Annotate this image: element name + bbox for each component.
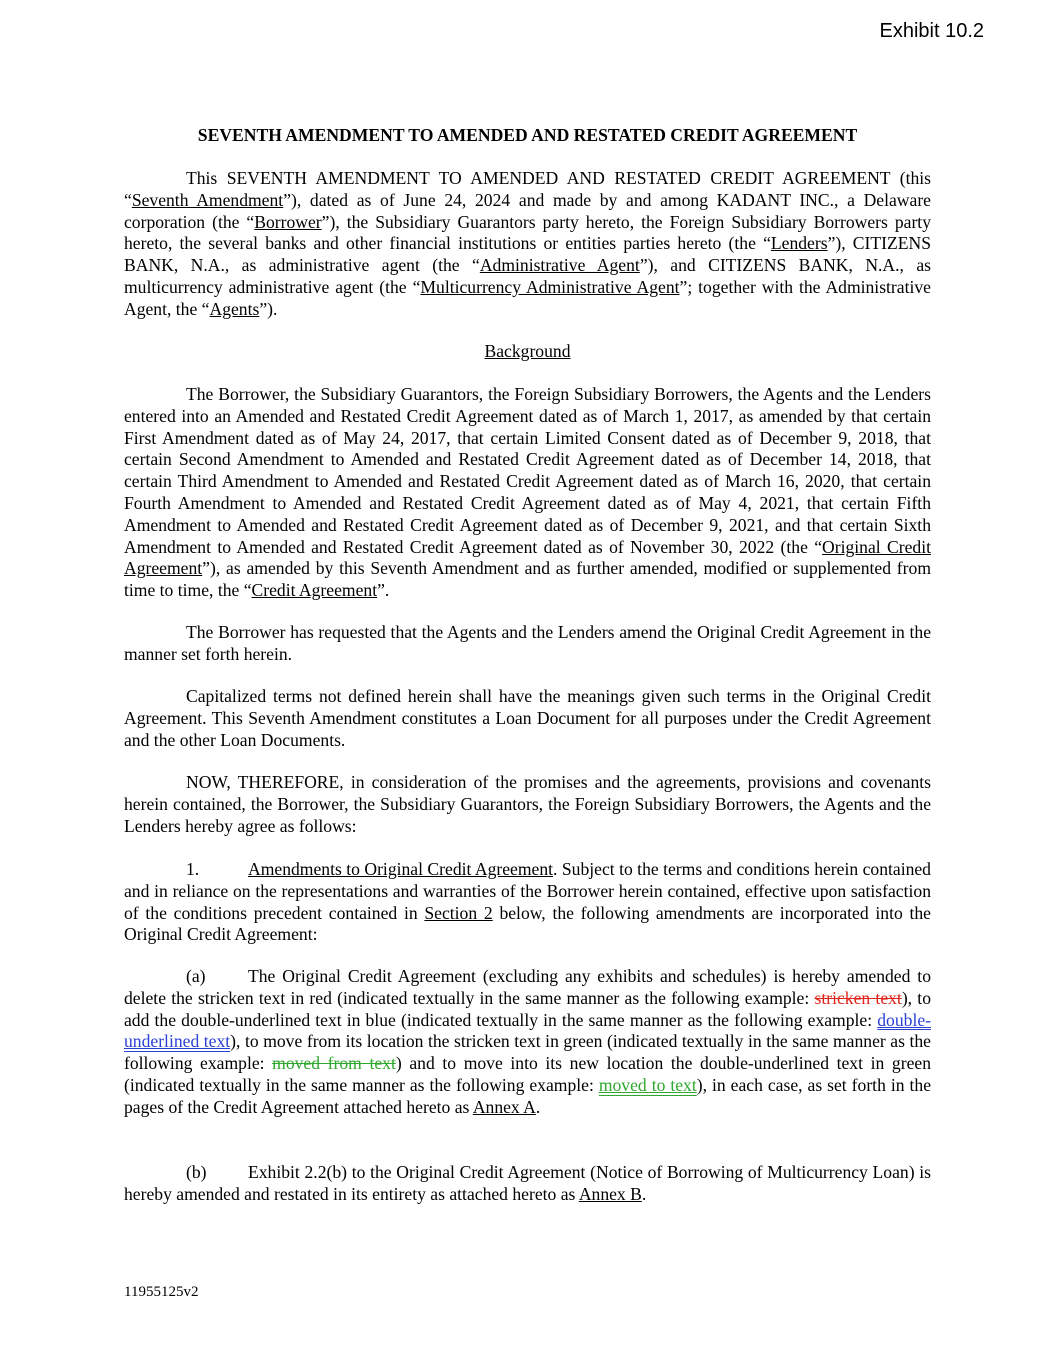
now-therefore-paragraph: NOW, THEREFORE, in consideration of the promises and the agreements, provisions and covenants herein contained, the Borrower, the Subsidiary Guarantors, the Foreign Subsidiary Borrowers, the Agents and the Lenders hereby agree as follows: <box>124 772 931 836</box>
annex-b-reference: Annex B <box>578 1183 642 1204</box>
item-a-text-2: ), to add the double-underlined text in blue (indicated textually in the same manner as the following example: <box>124 987 931 1030</box>
intro-text-4: ”), CITIZENS BANK, N.A., as administrative agent (the “ <box>124 233 931 276</box>
defined-term-original-credit-agreement: Original Credit Agreement <box>124 536 931 579</box>
background-heading <box>124 341 931 363</box>
background-text-3: ”. <box>377 580 390 601</box>
capitalized-terms-paragraph: Capitalized terms not defined herein shall have the meanings given such terms in the Original Credit Agreement. This Seventh Amendment constitutes a Loan Document for all purposes under the Credit Agreement and the other Loan Documents. <box>124 686 931 750</box>
background-paragraph <box>124 384 931 602</box>
moved-from-text-example: moved from text <box>272 1053 396 1074</box>
section-1-heading: Amendments to Original Credit Agreement <box>248 859 554 879</box>
exhibit-label: Exhibit 10.2 <box>879 20 984 42</box>
intro-text-7: ”). <box>259 298 278 319</box>
section-1-number: 1. <box>186 859 200 879</box>
intro-text-1: This SEVENTH AMENDMENT TO AMENDED AND RESTATED CREDIT AGREEMENT (this “ <box>124 168 931 210</box>
intro-text-5: ”), and CITIZENS BANK, N.A., as multicurrency administrative agent (the “ <box>124 255 931 297</box>
moved-to-text-example: moved to text <box>598 1074 697 1095</box>
item-b-paragraph <box>124 1162 931 1206</box>
stricken-text-example: stricken text <box>814 987 902 1008</box>
item-a-text-5: ), in each case, as set forth in the pages of the Credit Agreement attached hereto as <box>124 1074 931 1117</box>
document-id-footer: 11955125v2 <box>124 1284 199 1300</box>
item-a-paragraph <box>124 966 931 1119</box>
item-b-label: (b) <box>186 1162 207 1182</box>
intro-text-3: ”), the Subsidiary Guarantors party hereto, the Foreign Subsidiary Borrowers party hereto, the several banks and other financial institutions or entities parties hereto (the “ <box>124 211 931 254</box>
background-heading-text: Background <box>484 341 571 361</box>
intro-text-6: ”; together with the Administrative Agent, the “ <box>124 276 931 319</box>
section-1-text-2: below, the following amendments are incorporated into the Original Credit Agreement: <box>124 902 931 945</box>
item-a-text-6: . <box>535 1096 541 1117</box>
item-a-text-1: The Original Credit Agreement (excluding any exhibits and schedules) is hereby amended to delete the stricken text in red (indicated textually in the same manner as the following example: <box>124 966 931 1008</box>
double-underlined-text-example: double-underlined text <box>124 1009 931 1052</box>
background-text-1: The Borrower, the Subsidiary Guarantors, the Foreign Subsidiary Borrowers, the Agents and the Lenders entered into an Amended and Restated Credit Agreement dated as of March 1, 2017, as amended by that certain First Amendment dated as of May 24, 2017, that certain Limited Consent dated as of December 9, 2018, that certain Second Amendment to Amended and Restated Credit Agreement dated as of December 14, 2018, that certain Third Amendment to Amended and Restated Credit Agreement dated as of March 16, 2020, that certain Fourth Amendment to Amended and Restated Credit Agreement dated as of May 4, 2021, that certain Fifth Amendment to Amended and Restated Credit Agreement dated as of December 9, 2021, and that certain Sixth Amendment to Amended and Restated Credit Agreement dated as of November 30, 2022 (the “ <box>124 384 931 557</box>
intro-paragraph <box>124 168 931 321</box>
defined-term-lenders: Lenders <box>770 233 828 254</box>
background-text-2: ”), as amended by this Seventh Amendment and as further amended, modified or supplemented from time to time, the “ <box>124 558 931 601</box>
defined-term-borrower: Borrower <box>254 211 322 232</box>
item-a-text-3: ), to move from its location the stricken text in green (indicated textually in the same manner as the following example: <box>124 1031 931 1074</box>
defined-term-administrative-agent: Administrative Agent <box>479 255 640 276</box>
item-a-text-4: ) and to move into its new location the double-underlined text in green (indicated textually in the same manner as the following example: <box>124 1053 931 1095</box>
request-paragraph: The Borrower has requested that the Agents and the Lenders amend the Original Credit Agreement in the manner set forth herein. <box>124 622 931 664</box>
annex-a-reference: Annex A <box>472 1096 536 1117</box>
item-b-text-1: Exhibit 2.2(b) to the Original Credit Agreement (Notice of Borrowing of Multicurrency Loan) is hereby amended and restated in its entirety as attached hereto as <box>124 1162 931 1204</box>
section-1-paragraph <box>124 859 931 946</box>
defined-term-credit-agreement: Credit Agreement <box>251 580 378 601</box>
defined-term-multicurrency-agent: Multicurrency Administrative Agent <box>420 276 680 297</box>
defined-term-seventh-amendment: Seventh Amendment <box>131 189 284 210</box>
section-2-reference: Section 2 <box>424 902 493 923</box>
intro-text-2: ”), dated as of June 24, 2024 and made by and among KADANT INC., a Delaware corporation (the “ <box>124 189 931 232</box>
document-title: SEVENTH AMENDMENT TO AMENDED AND RESTATED CREDIT AGREEMENT <box>197 125 858 145</box>
item-b-text-2: . <box>641 1183 647 1204</box>
defined-term-agents: Agents <box>209 298 260 319</box>
item-a-label: (a) <box>186 966 206 986</box>
section-1-text-1: . Subject to the terms and conditions herein contained and in reliance on the representations and warranties of the Borrower herein contained, effective upon satisfaction of the conditions precedent contained in <box>124 859 931 923</box>
